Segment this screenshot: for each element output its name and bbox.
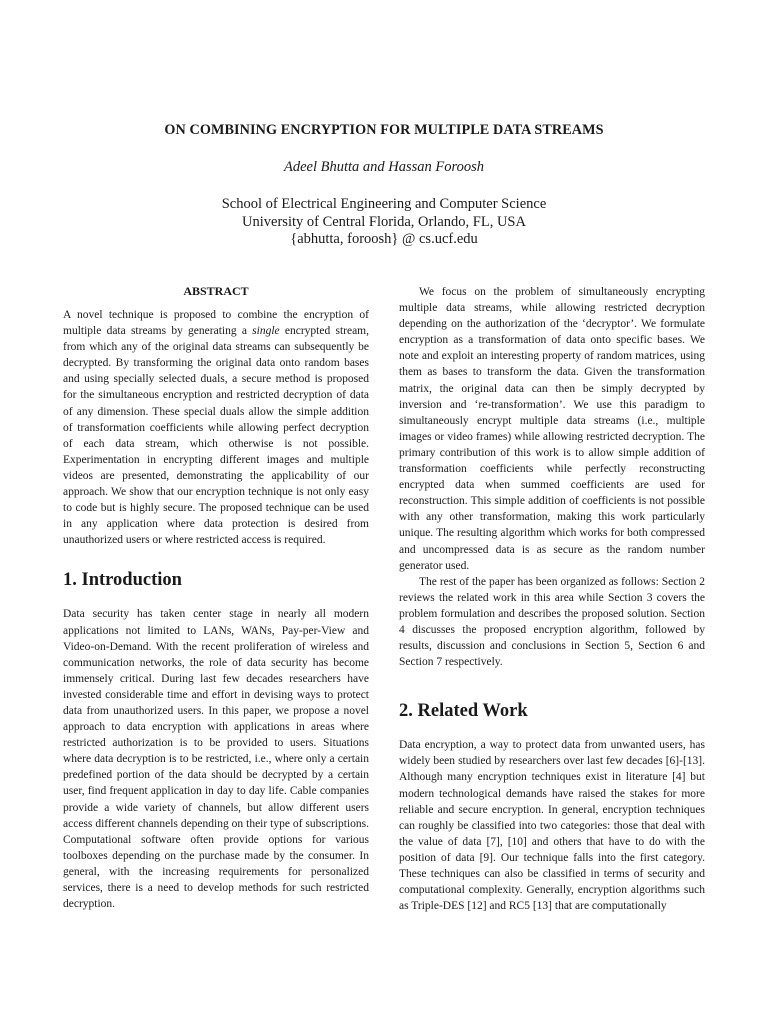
affiliation-line-2: University of Central Florida, Orlando, FL, USA <box>242 213 526 230</box>
introduction-heading: 1. Introduction <box>63 570 182 591</box>
intro-continued-paragraph-1: We focus on the problem of simultaneously encrypting multiple data streams, while allowing restricted decryption depending on the authorization of the ‘decryptor’. We formulate encryption as a transformation of data onto specific bases. We note and exploit an interesting property of random matrices, using them as bases to transform the data. Given the transformation matrix, the original data can then be simply decrypted by inversion and ‘re-transformation’. We use this paradigm to simultaneously encrypt multiple data streams (i.e., multiple images or video frames) while allowing restricted decryption. The primary contribution of this work is to allow simple addition of transformation coefficients while perfectly reconstructing encrypted data when summed coefficients are used for reconstruction. This simple addition of coefficients is not possible with any other transformation, making this work particularly unique. The resulting algorithm which works for both compressed and uncompressed data is as secure as the random number generator used. <box>399 286 705 572</box>
abstract-text-end: encrypted stream, from which any of the original data streams can subsequently be decrypted. By transforming the original data onto random bases and using specially selected duals, a secure method is proposed for the simultaneous encryption and restricted decryption of data of any dimension. These special duals allow the simple addition of transformation coefficients while allowing perfect decryption of each data stream, which otherwise is not possible. Experimentation in encrypting different images and multiple videos are presented, demonstrating the applicability of our approach. We show that our encryption technique is not only easy to code but is highly secure. The proposed technique can be used in any application where data protection is desired from unauthorized users or where restricted access is required. <box>63 325 369 547</box>
related-work-paragraph: Data encryption, a way to protect data from unwanted users, has widely been studied by researchers over last few decades [6]-[13]. Although many encryption techniques exist in literature [4] but modern technological demands have raised the stakes for more reliable and secure encryption. In general, encryption techniques can roughly be classified into two categories: those that deal with the value of data [7], [10] and others that have to do with the position of data [9]. Our technique falls into the first category. These techniques can also be classified in terms of security and computational complexity. Generally, encryption algorithms such as Triple-DES [12] and RC5 [13] that are computationally <box>399 739 705 913</box>
paper-authors: Adeel Bhutta and Hassan Foroosh <box>283 159 485 175</box>
introduction-paragraph: Data security has taken center stage in nearly all modern applications not limited to LANs, WANs, Pay-per-View and Video-on-Demand. With the recent proliferation of wireless and communication networks, the role of data security has become immensely critical. During last few decades researchers have invested considerable time and effort in devising ways to protect data from unauthorized users. In this paper, we propose a novel approach to data encryption with applications in areas where restricted authorization is to be provided to users. Situations where data decryption is to be restricted, i.e., where only a certain predefined portion of the data should be decrypted by a certain user, find frequent application in day to day life. Cable companies provide a wide variety of channels, but allow different users access different channels depending on their type of subscriptions. Computational software often provide options for various toolboxes depending on the purchase made by the consumer. In general, with the increasing requirements for personalized services, there is a need to develop methods for such restricted decryption. <box>63 608 369 911</box>
abstract-text-start: A novel technique is proposed to combine the encryption of multiple data streams by generating a <box>63 309 369 338</box>
abstract-heading: ABSTRACT <box>183 284 249 298</box>
affiliation-email: {abhutta, foroosh} @ cs.ucf.edu <box>290 231 478 247</box>
related-work-heading: 2. Related Work <box>399 701 528 722</box>
abstract-emphasis: single <box>252 325 280 338</box>
left-column <box>63 284 369 912</box>
right-column <box>399 284 705 914</box>
abstract-text <box>63 307 369 548</box>
affiliation-line-1: School of Electrical Engineering and Computer Science <box>221 196 547 212</box>
affiliation-block <box>0 196 768 249</box>
intro-continued-paragraph-2: The rest of the paper has been organized as follows: Section 2 reviews the related work in this area while Section 3 covers the problem formulation and describes the proposed solution. Section 4 discusses the proposed encryption algorithm, followed by results, discussion and conclusions in Section 5, Section 6 and Section 7 respectively. <box>399 575 705 669</box>
paper-title: ON COMBINING ENCRYPTION FOR MULTIPLE DATA STREAMS <box>164 122 604 138</box>
